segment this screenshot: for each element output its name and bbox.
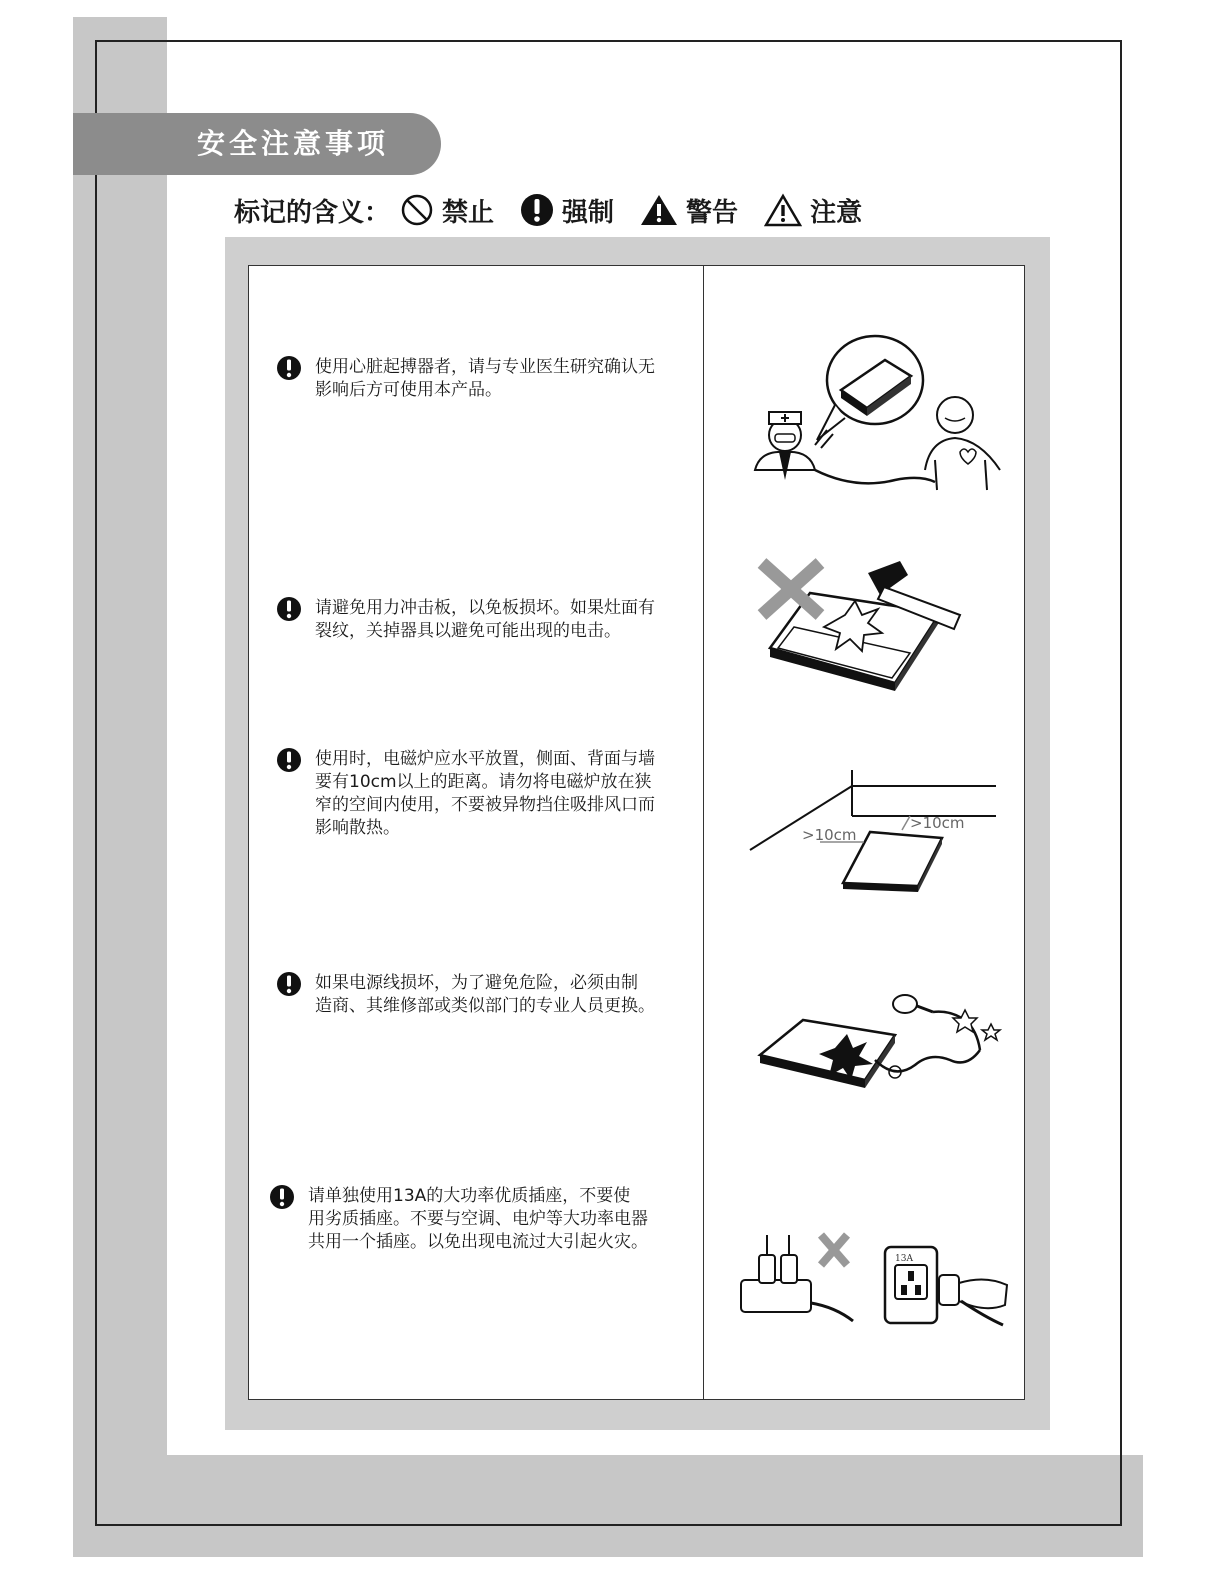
safety-item-text: 请避免用力冲击板，以免板损坏。如果灶面有 裂纹，关掉器具以避免可能出现的电击。 [315,598,655,641]
hammer-impact-illustration [750,553,965,693]
mandatory-icon [276,747,302,773]
warning-filled-icon [640,193,678,227]
socket-comparison-illustration [735,1225,1015,1335]
prohibition-icon [400,193,434,227]
side-clearance-label: >10cm [802,826,857,844]
section-title: 安全注意事项 [73,113,441,175]
safety-item [276,356,655,402]
legend-item-warning [640,192,738,229]
legend-label-mandatory: 强制 [562,197,615,228]
socket-rating-label: 13A [895,1254,913,1264]
mandatory-icon [520,193,554,227]
column-divider [703,265,704,1400]
legend-label-caution: 注意 [810,197,863,228]
safety-item-text: 使用时，电磁炉应水平放置，侧面、背面与墙 要有10cm以上的距离。请勿将电磁炉放在狭 窄的空间内使用，不要被异物挡住吸排风口而 影响散热。 [315,749,655,838]
safety-item-text: 如果电源线损坏，为了避免危险，必须由制 造商、其维修部或类似部门的专业人员更换。 [315,973,655,1016]
safety-item [276,597,655,643]
legend-label-warning: 警告 [686,197,739,228]
mandatory-icon [276,971,302,997]
safety-item-text: 请单独使用13A的大功率优质插座，不要使 用劣质插座。不要与空调、电炉等大功率电器 共用一个插座。以免出现电流过大引起火灾。 [308,1186,648,1252]
legend-item-caution [764,192,862,229]
safety-item [269,1185,648,1254]
wall-clearance-illustration [748,768,1000,896]
mandatory-icon [276,355,302,381]
symbol-legend [234,190,888,230]
safety-item [276,748,655,840]
legend-label-prohibit: 禁止 [442,197,495,228]
pacemaker-doctor-illustration [745,330,1015,500]
legend-item-prohibit [400,192,494,229]
mandatory-icon [269,1184,295,1210]
safety-item-text: 使用心脏起搏器者，请与专业医生研究确认无 影响后方可使用本产品。 [315,357,655,400]
damaged-cord-illustration [755,990,1010,1105]
legend-item-mandatory [520,192,614,229]
back-clearance-label: >10cm [910,814,965,832]
caution-outline-icon [764,193,802,227]
safety-item [276,972,655,1018]
legend-label: 标记的含义： [234,197,391,228]
mandatory-icon [276,596,302,622]
